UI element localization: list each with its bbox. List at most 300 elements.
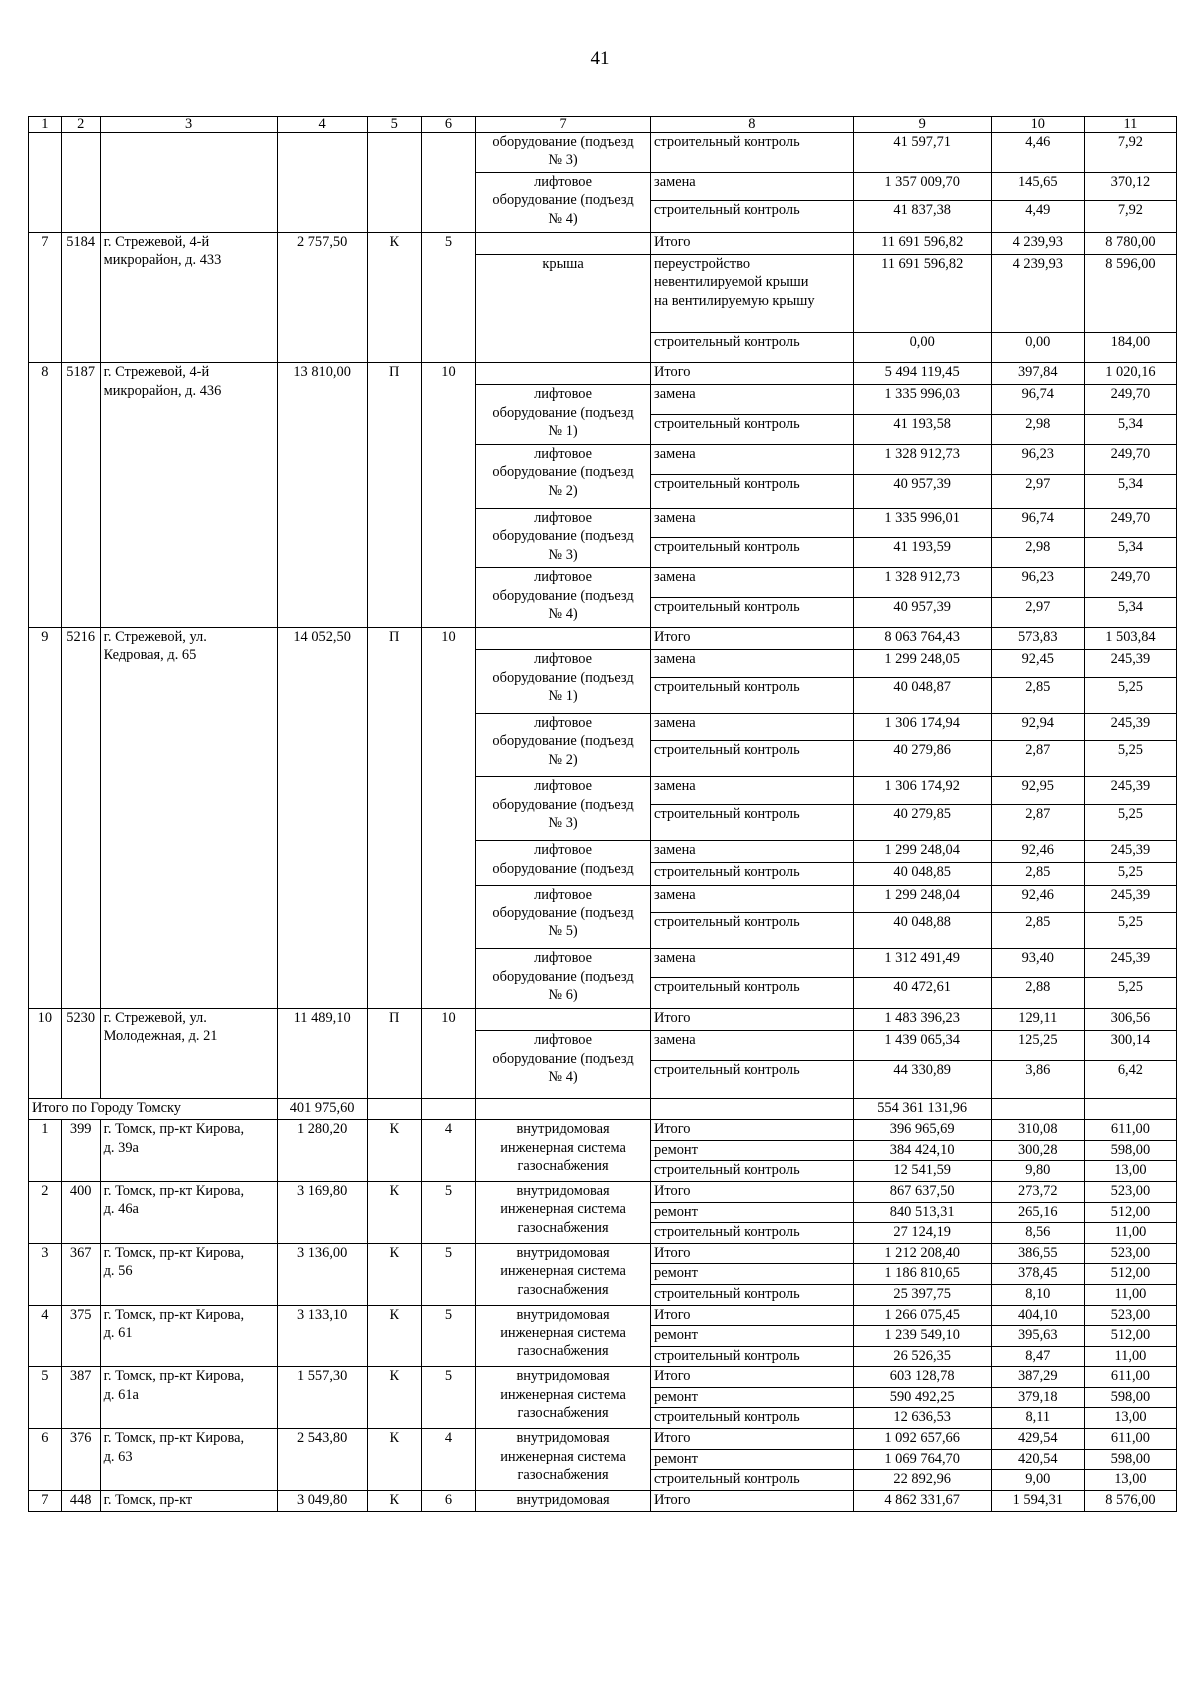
- table-cell: К: [367, 1181, 421, 1243]
- table-cell: 96,23: [991, 445, 1084, 475]
- table-cell: 404,10: [991, 1305, 1084, 1326]
- table-cell: 11,00: [1084, 1346, 1176, 1367]
- table-cell: 376: [61, 1429, 100, 1491]
- table-cell: строительный контроль: [651, 741, 854, 777]
- table-cell: г. Томск, пр-кт Кирова, д. 39а: [100, 1120, 277, 1182]
- table-cell: 1 299 248,04: [853, 885, 991, 913]
- table-cell: 1 306 174,92: [853, 777, 991, 805]
- header-cell: 3: [100, 117, 277, 133]
- table-cell: 300,14: [1084, 1031, 1176, 1061]
- table-cell: 22 892,96: [853, 1470, 991, 1491]
- table-cell: 13,00: [1084, 1161, 1176, 1182]
- table-cell: 840 513,31: [853, 1202, 991, 1223]
- table-cell: 2,98: [991, 415, 1084, 445]
- table-cell: строительный контроль: [651, 474, 854, 508]
- table-cell: 11 691 596,82: [853, 232, 991, 254]
- table-cell: внутридомовая инженерная система газоснабжения: [476, 1120, 651, 1182]
- table-cell: 1 335 996,03: [853, 385, 991, 415]
- table-cell: г. Стрежевой, ул. Молодежная, д. 21: [100, 1008, 277, 1098]
- table-cell: [277, 132, 367, 232]
- table-cell: 25 397,75: [853, 1284, 991, 1305]
- table-cell: 867 637,50: [853, 1181, 991, 1202]
- table-cell: ремонт: [651, 1264, 854, 1285]
- table-row: [29, 132, 1177, 172]
- table-cell: 40 957,39: [853, 598, 991, 628]
- table-cell: 1 266 075,45: [853, 1305, 991, 1326]
- table-cell: 6,42: [1084, 1060, 1176, 1098]
- table-cell: 40 472,61: [853, 977, 991, 1008]
- header-cell: 1: [29, 117, 62, 133]
- table-cell: 1 439 065,34: [853, 1031, 991, 1061]
- table-cell: ремонт: [651, 1326, 854, 1347]
- table-cell: 129,11: [991, 1008, 1084, 1030]
- table-cell: замена: [651, 885, 854, 913]
- header-cell: 4: [277, 117, 367, 133]
- table-cell: 26 526,35: [853, 1346, 991, 1367]
- table-cell: 9: [29, 628, 62, 1009]
- table-cell: крыша: [476, 254, 651, 362]
- table-cell: 4 862 331,67: [853, 1490, 991, 1511]
- table-cell: 40 279,85: [853, 805, 991, 841]
- table-cell: 1 069 764,70: [853, 1449, 991, 1470]
- table-cell: 396 965,69: [853, 1120, 991, 1141]
- table-cell: 4 239,93: [991, 254, 1084, 332]
- table-cell: 523,00: [1084, 1305, 1176, 1326]
- table-cell: 375: [61, 1305, 100, 1367]
- table-cell: 245,39: [1084, 650, 1176, 678]
- table-cell: 40 048,88: [853, 913, 991, 949]
- table-cell: 41 597,71: [853, 132, 991, 172]
- table-cell: строительный контроль: [651, 1346, 854, 1367]
- table-cell: замена: [651, 1031, 854, 1061]
- table-cell: 11,00: [1084, 1284, 1176, 1305]
- table-cell: [61, 132, 100, 232]
- table-cell: [29, 132, 62, 232]
- table-cell: 5,25: [1084, 677, 1176, 713]
- table-cell: 265,16: [991, 1202, 1084, 1223]
- table-cell: 1 186 810,65: [853, 1264, 991, 1285]
- table-cell: [1084, 1098, 1176, 1119]
- table-cell: замена: [651, 777, 854, 805]
- table-cell: 245,39: [1084, 713, 1176, 741]
- table-cell: 429,54: [991, 1429, 1084, 1450]
- table-cell: г. Томск, пр-кт: [100, 1490, 277, 1511]
- table-cell: строительный контроль: [651, 1284, 854, 1305]
- table-cell: 573,83: [991, 628, 1084, 650]
- table-cell: оборудование (подъезд № 3): [476, 132, 651, 172]
- table-cell: 3 133,10: [277, 1305, 367, 1367]
- table-cell: замена: [651, 713, 854, 741]
- table-cell: 512,00: [1084, 1202, 1176, 1223]
- table-cell: [367, 1098, 421, 1119]
- table-cell: 367: [61, 1243, 100, 1305]
- table-cell: 8,56: [991, 1223, 1084, 1244]
- table-cell: 3 049,80: [277, 1490, 367, 1511]
- table-row: [29, 1008, 1177, 1030]
- table-cell: замена: [651, 841, 854, 863]
- table-cell: [367, 132, 421, 232]
- table-cell: 92,46: [991, 885, 1084, 913]
- table-cell: 598,00: [1084, 1449, 1176, 1470]
- table-cell: 8 576,00: [1084, 1490, 1176, 1511]
- table-cell: 2,98: [991, 538, 1084, 568]
- header-cell: 11: [1084, 117, 1176, 133]
- table-cell: [476, 628, 651, 650]
- table-cell: 401 975,60: [277, 1098, 367, 1119]
- table-cell: строительный контроль: [651, 200, 854, 232]
- table-cell: 523,00: [1084, 1243, 1176, 1264]
- table-cell: 2,97: [991, 598, 1084, 628]
- table-row: [29, 363, 1177, 385]
- table-cell: Итого: [651, 1243, 854, 1264]
- table-cell: 13 810,00: [277, 363, 367, 628]
- table-cell: 8 596,00: [1084, 254, 1176, 332]
- table-cell: Итого по Городу Томску: [29, 1098, 278, 1119]
- header-cell: 7: [476, 117, 651, 133]
- table-row: [29, 232, 1177, 254]
- table-cell: 1 239 549,10: [853, 1326, 991, 1347]
- table-cell: 1 299 248,04: [853, 841, 991, 863]
- table-cell: 0,00: [991, 333, 1084, 363]
- table-cell: 1 503,84: [1084, 628, 1176, 650]
- table-cell: 8: [29, 363, 62, 628]
- table-cell: 5: [421, 1367, 475, 1429]
- table-cell: лифтовое оборудование (подъезд № 4): [476, 1031, 651, 1099]
- table-cell: 7,92: [1084, 132, 1176, 172]
- table-cell: 387: [61, 1367, 100, 1429]
- table-cell: 40 957,39: [853, 474, 991, 508]
- table-cell: 249,70: [1084, 568, 1176, 598]
- table-row: [29, 628, 1177, 650]
- table-cell: 245,39: [1084, 841, 1176, 863]
- table-cell: 10: [421, 628, 475, 1009]
- table-cell: Итого: [651, 1008, 854, 1030]
- table-cell: 2,85: [991, 863, 1084, 885]
- table-cell: замена: [651, 650, 854, 678]
- table-cell: 9,00: [991, 1470, 1084, 1491]
- header-cell: 2: [61, 117, 100, 133]
- table-cell: 11 691 596,82: [853, 254, 991, 332]
- table-cell: 2,87: [991, 741, 1084, 777]
- table-cell: внутридомовая инженерная система газоснабжения: [476, 1181, 651, 1243]
- table-cell: 41 193,59: [853, 538, 991, 568]
- table-cell: ремонт: [651, 1140, 854, 1161]
- table-cell: 5,34: [1084, 598, 1176, 628]
- table-cell: 5: [29, 1367, 62, 1429]
- table-cell: 93,40: [991, 949, 1084, 978]
- table-cell: строительный контроль: [651, 805, 854, 841]
- table-cell: 11 489,10: [277, 1008, 367, 1098]
- table-cell: П: [367, 363, 421, 628]
- table-cell: замена: [651, 173, 854, 201]
- table-cell: 5187: [61, 363, 100, 628]
- table-cell: 399: [61, 1120, 100, 1182]
- table-cell: 3 169,80: [277, 1181, 367, 1243]
- table-cell: 1 306 174,94: [853, 713, 991, 741]
- table-cell: Итого: [651, 1181, 854, 1202]
- table-cell: 245,39: [1084, 777, 1176, 805]
- table-cell: лифтовое оборудование (подъезд № 4): [476, 173, 651, 233]
- table-cell: строительный контроль: [651, 598, 854, 628]
- table-cell: 7: [29, 1490, 62, 1511]
- table-cell: 590 492,25: [853, 1387, 991, 1408]
- repair-schedule-table: [28, 116, 1177, 1512]
- table-cell: замена: [651, 568, 854, 598]
- table-cell: 2 757,50: [277, 232, 367, 362]
- table-cell: 13,00: [1084, 1470, 1176, 1491]
- page-number: 41: [590, 48, 610, 69]
- table-cell: замена: [651, 949, 854, 978]
- table-cell: 300,28: [991, 1140, 1084, 1161]
- table-cell: строительный контроль: [651, 415, 854, 445]
- table-cell: 386,55: [991, 1243, 1084, 1264]
- table-cell: лифтовое оборудование (подъезд № 5): [476, 885, 651, 949]
- table-cell: 2,88: [991, 977, 1084, 1008]
- table-cell: 41 837,38: [853, 200, 991, 232]
- table-cell: 384 424,10: [853, 1140, 991, 1161]
- table-cell: 1 020,16: [1084, 363, 1176, 385]
- table-cell: 44 330,89: [853, 1060, 991, 1098]
- table-cell: 611,00: [1084, 1367, 1176, 1388]
- table-cell: строительный контроль: [651, 1161, 854, 1182]
- table-cell: 1: [29, 1120, 62, 1182]
- table-cell: г. Стрежевой, ул. Кедровая, д. 65: [100, 628, 277, 1009]
- table-cell: [421, 1098, 475, 1119]
- table-cell: К: [367, 1120, 421, 1182]
- table-cell: замена: [651, 385, 854, 415]
- table-row: [29, 1305, 1177, 1326]
- table-cell: 5,34: [1084, 538, 1176, 568]
- table-cell: лифтовое оборудование (подъезд № 1): [476, 385, 651, 445]
- table-cell: лифтовое оборудование (подъезд: [476, 841, 651, 886]
- table-cell: 2,85: [991, 913, 1084, 949]
- table-cell: г. Томск, пр-кт Кирова, д. 46а: [100, 1181, 277, 1243]
- table-cell: 1 212 208,40: [853, 1243, 991, 1264]
- table-cell: 145,65: [991, 173, 1084, 201]
- table-row: [29, 1120, 1177, 1141]
- table-cell: 598,00: [1084, 1140, 1176, 1161]
- table-cell: Итого: [651, 1367, 854, 1388]
- header-cell: 9: [853, 117, 991, 133]
- table-cell: 387,29: [991, 1367, 1084, 1388]
- table-cell: 10: [421, 363, 475, 628]
- table-cell: замена: [651, 445, 854, 475]
- table-cell: 249,70: [1084, 445, 1176, 475]
- table-cell: 1 299 248,05: [853, 650, 991, 678]
- table-cell: К: [367, 1429, 421, 1491]
- table-cell: строительный контроль: [651, 1470, 854, 1491]
- table-cell: 306,56: [1084, 1008, 1176, 1030]
- table-cell: 249,70: [1084, 508, 1176, 538]
- table-cell: внутридомовая инженерная система газоснабжения: [476, 1305, 651, 1367]
- table-cell: лифтовое оборудование (подъезд № 6): [476, 949, 651, 1009]
- table-cell: 92,94: [991, 713, 1084, 741]
- table-cell: 5: [421, 232, 475, 362]
- column-number-header: [29, 117, 1177, 133]
- table-cell: [651, 1098, 854, 1119]
- table-cell: 5: [421, 1181, 475, 1243]
- table-cell: 4,49: [991, 200, 1084, 232]
- table-cell: 512,00: [1084, 1326, 1176, 1347]
- table-cell: 378,45: [991, 1264, 1084, 1285]
- table-cell: 3,86: [991, 1060, 1084, 1098]
- table-cell: 40 279,86: [853, 741, 991, 777]
- table-cell: 5,25: [1084, 913, 1176, 949]
- table-cell: Итого: [651, 1429, 854, 1450]
- table-cell: [476, 1098, 651, 1119]
- table-cell: 1 335 996,01: [853, 508, 991, 538]
- table-cell: 1 594,31: [991, 1490, 1084, 1511]
- table-cell: 4 239,93: [991, 232, 1084, 254]
- table-cell: лифтовое оборудование (подъезд № 3): [476, 508, 651, 568]
- table-cell: 1 557,30: [277, 1367, 367, 1429]
- table-cell: лифтовое оборудование (подъезд № 4): [476, 568, 651, 628]
- table-cell: Итого: [651, 1305, 854, 1326]
- table-cell: 1 483 396,23: [853, 1008, 991, 1030]
- table-cell: 370,12: [1084, 173, 1176, 201]
- table-cell: 611,00: [1084, 1429, 1176, 1450]
- table-cell: строительный контроль: [651, 1223, 854, 1244]
- table-row: [29, 1367, 1177, 1388]
- table-cell: г. Стрежевой, 4-й микрорайон, д. 433: [100, 232, 277, 362]
- table-cell: К: [367, 1490, 421, 1511]
- table-cell: г. Томск, пр-кт Кирова, д. 61а: [100, 1367, 277, 1429]
- table-cell: [476, 363, 651, 385]
- table-cell: строительный контроль: [651, 538, 854, 568]
- table-cell: 8,47: [991, 1346, 1084, 1367]
- table-cell: 9,80: [991, 1161, 1084, 1182]
- table-cell: 420,54: [991, 1449, 1084, 1470]
- table-cell: строительный контроль: [651, 913, 854, 949]
- table-cell: 6: [29, 1429, 62, 1491]
- table-cell: 0,00: [853, 333, 991, 363]
- table-cell: 8,10: [991, 1284, 1084, 1305]
- table-cell: П: [367, 628, 421, 1009]
- table-cell: 448: [61, 1490, 100, 1511]
- header-cell: 5: [367, 117, 421, 133]
- table-cell: 1 328 912,73: [853, 445, 991, 475]
- table-cell: 5,34: [1084, 415, 1176, 445]
- table-cell: 2,97: [991, 474, 1084, 508]
- table-cell: [476, 232, 651, 254]
- table-cell: 7: [29, 232, 62, 362]
- table-cell: строительный контроль: [651, 1408, 854, 1429]
- table-cell: 397,84: [991, 363, 1084, 385]
- table-cell: 92,45: [991, 650, 1084, 678]
- table-cell: 5,25: [1084, 863, 1176, 885]
- table-cell: строительный контроль: [651, 333, 854, 363]
- table-cell: 310,08: [991, 1120, 1084, 1141]
- table-cell: строительный контроль: [651, 132, 854, 172]
- table-cell: 5: [421, 1305, 475, 1367]
- table-cell: К: [367, 1305, 421, 1367]
- table-cell: 10: [29, 1008, 62, 1098]
- table-cell: г. Томск, пр-кт Кирова, д. 61: [100, 1305, 277, 1367]
- table-cell: 5,25: [1084, 977, 1176, 1008]
- table-cell: 27 124,19: [853, 1223, 991, 1244]
- table-cell: строительный контроль: [651, 977, 854, 1008]
- table-cell: Итого: [651, 363, 854, 385]
- table-cell: 1 328 912,73: [853, 568, 991, 598]
- table-cell: 512,00: [1084, 1264, 1176, 1285]
- table-cell: строительный контроль: [651, 1060, 854, 1098]
- table-body: [29, 117, 1177, 1512]
- table-cell: 8,11: [991, 1408, 1084, 1429]
- table-cell: 41 193,58: [853, 415, 991, 445]
- table-cell: строительный контроль: [651, 863, 854, 885]
- header-cell: 6: [421, 117, 475, 133]
- table-cell: г. Томск, пр-кт Кирова, д. 56: [100, 1243, 277, 1305]
- table-cell: 4,46: [991, 132, 1084, 172]
- table-cell: внутридомовая: [476, 1490, 651, 1511]
- table-cell: Итого: [651, 628, 854, 650]
- table-cell: 3 136,00: [277, 1243, 367, 1305]
- table-cell: 40 048,85: [853, 863, 991, 885]
- table-cell: П: [367, 1008, 421, 1098]
- table-row: [29, 1098, 1177, 1119]
- table-cell: К: [367, 232, 421, 362]
- header-cell: 8: [651, 117, 854, 133]
- table-cell: 2,87: [991, 805, 1084, 841]
- table-cell: 554 361 131,96: [853, 1098, 991, 1119]
- table-cell: 611,00: [1084, 1120, 1176, 1141]
- table-cell: 5: [421, 1243, 475, 1305]
- header-cell: 10: [991, 117, 1084, 133]
- table-cell: 11,00: [1084, 1223, 1176, 1244]
- table-cell: г. Стрежевой, 4-й микрорайон, д. 436: [100, 363, 277, 628]
- table-cell: переустройство невентилируемой крыши на вентилируемую крышу: [651, 254, 854, 332]
- table-cell: 245,39: [1084, 885, 1176, 913]
- table-cell: 2,85: [991, 677, 1084, 713]
- table-cell: 523,00: [1084, 1181, 1176, 1202]
- table-cell: 92,95: [991, 777, 1084, 805]
- table-cell: [421, 132, 475, 232]
- table-cell: 10: [421, 1008, 475, 1098]
- table-cell: 5,25: [1084, 805, 1176, 841]
- table-cell: 125,25: [991, 1031, 1084, 1061]
- table-cell: 3: [29, 1243, 62, 1305]
- table-cell: 5 494 119,45: [853, 363, 991, 385]
- table-cell: 40 048,87: [853, 677, 991, 713]
- table-cell: лифтовое оборудование (подъезд № 2): [476, 445, 651, 509]
- table-cell: лифтовое оборудование (подъезд № 3): [476, 777, 651, 841]
- table-cell: лифтовое оборудование (подъезд № 2): [476, 713, 651, 777]
- table-cell: г. Томск, пр-кт Кирова, д. 63: [100, 1429, 277, 1491]
- table-cell: 603 128,78: [853, 1367, 991, 1388]
- table-row: [29, 1490, 1177, 1511]
- table-cell: 1 280,20: [277, 1120, 367, 1182]
- table-cell: 245,39: [1084, 949, 1176, 978]
- table-cell: Итого: [651, 1120, 854, 1141]
- table-cell: 1 357 009,70: [853, 173, 991, 201]
- table-cell: замена: [651, 508, 854, 538]
- table-cell: 395,63: [991, 1326, 1084, 1347]
- table-cell: строительный контроль: [651, 677, 854, 713]
- table-cell: К: [367, 1243, 421, 1305]
- table-cell: 8 063 764,43: [853, 628, 991, 650]
- table-cell: 96,23: [991, 568, 1084, 598]
- table-cell: лифтовое оборудование (подъезд № 1): [476, 650, 651, 714]
- table-cell: внутридомовая инженерная система газоснабжения: [476, 1243, 651, 1305]
- table-cell: 4: [421, 1429, 475, 1491]
- table-cell: 5184: [61, 232, 100, 362]
- table-cell: ремонт: [651, 1387, 854, 1408]
- table-cell: 5,25: [1084, 741, 1176, 777]
- table-cell: 400: [61, 1181, 100, 1243]
- table-cell: 96,74: [991, 508, 1084, 538]
- table-cell: 6: [421, 1490, 475, 1511]
- table-cell: 12 541,59: [853, 1161, 991, 1182]
